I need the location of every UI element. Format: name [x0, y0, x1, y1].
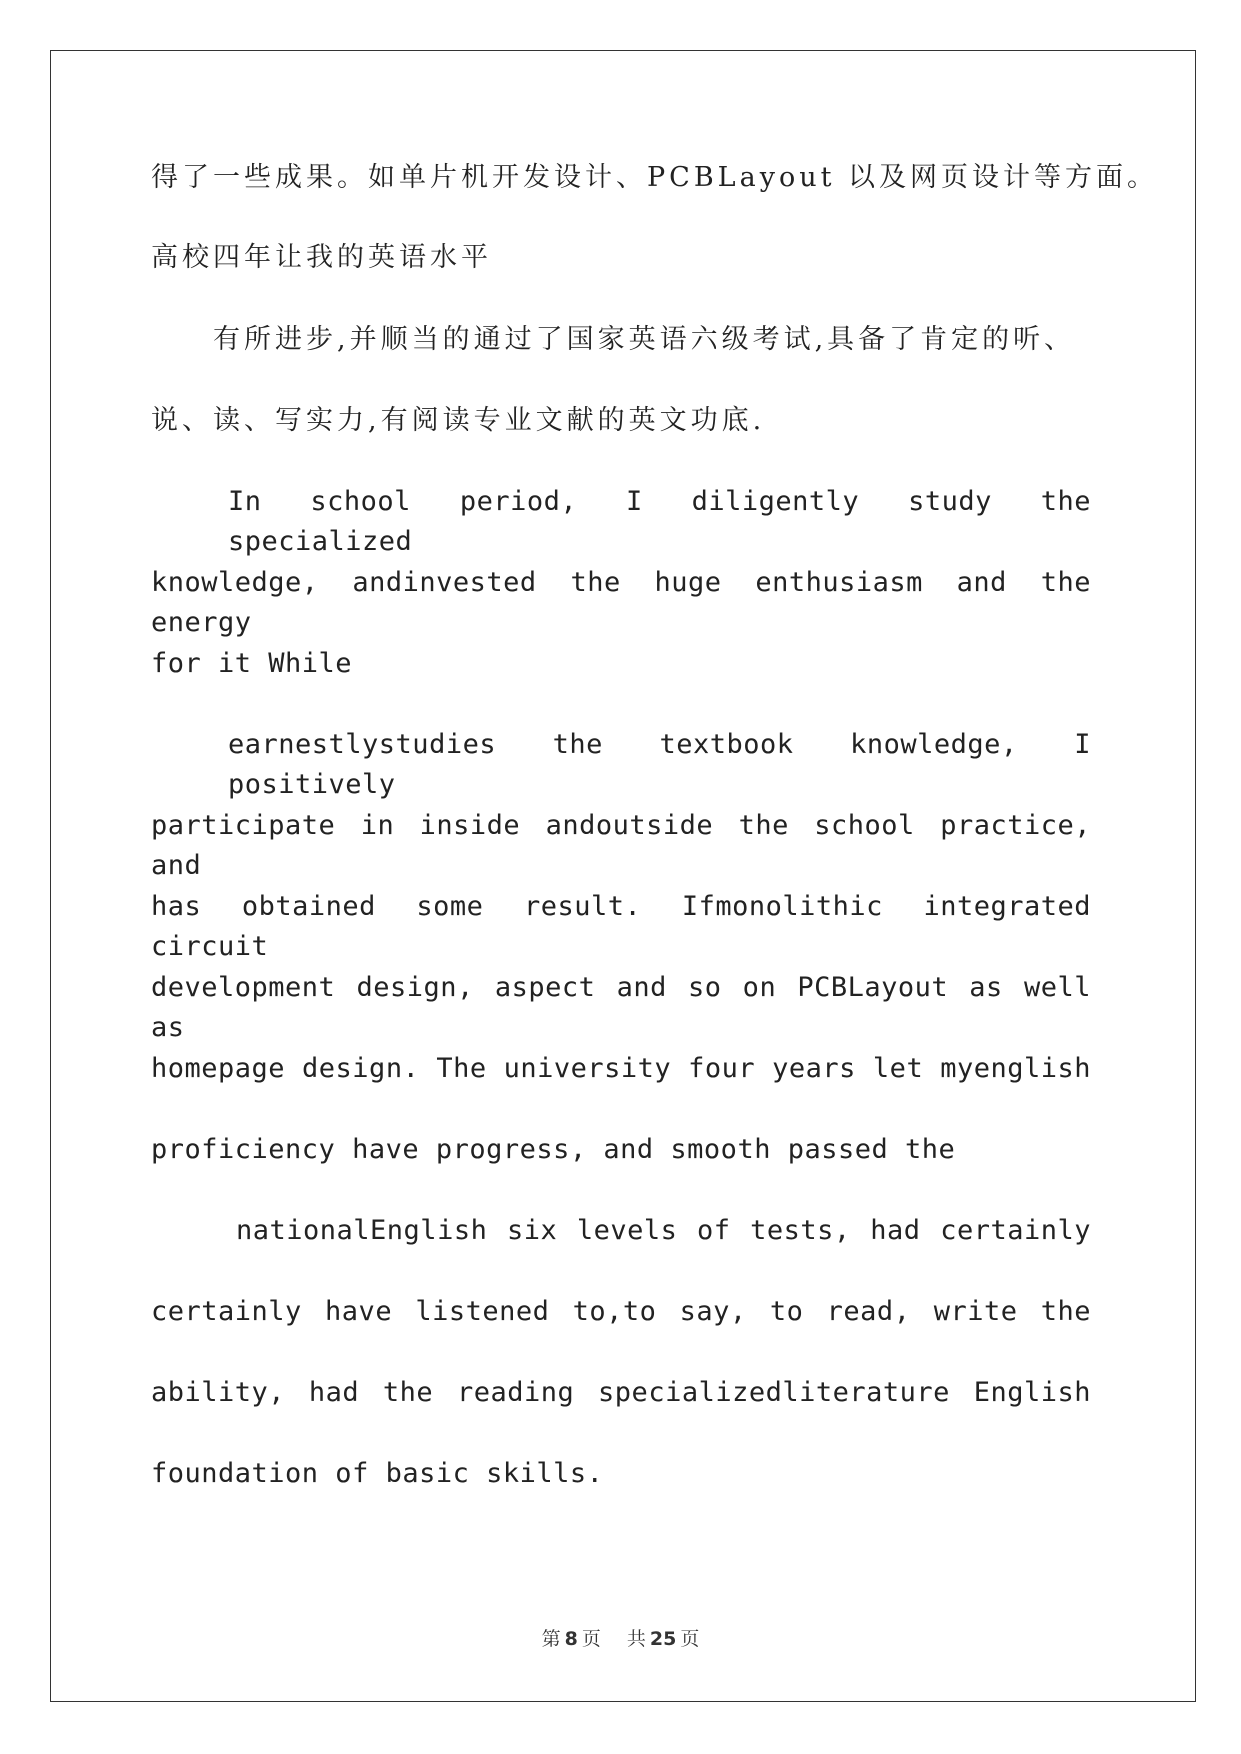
- text-line: earnestlystudies the textbook knowledge, I positively: [228, 729, 1091, 800]
- text-line: has obtained some result. Ifmonolithic integrated circuit: [151, 891, 1091, 962]
- text-line: knowledge, andinvested the huge enthusiasm and the energy: [151, 567, 1091, 638]
- text-line: 高校四年让我的英语水平: [151, 242, 492, 273]
- text-line: In school period, I diligently study the specialized: [228, 486, 1091, 557]
- text-line: proficiency have progress, and smooth passed the: [151, 1134, 956, 1165]
- footer-total-pages: 25: [649, 1628, 677, 1650]
- text-line: ability, had the reading specializedliterature English: [151, 1377, 1091, 1408]
- text-line: nationalEnglish six levels of tests, had certainly: [236, 1215, 1091, 1246]
- text-line: 得了一些成果。如单片机开发设计、PCBLayout 以及网页设计等方面。: [151, 162, 1159, 193]
- footer-page-number: 8: [564, 1628, 578, 1650]
- text-line: 说、读、写实力,有阅读专业文献的英文功底.: [151, 405, 766, 436]
- text-line: certainly have listened to,to say, to read, write the: [151, 1296, 1091, 1327]
- text-line: homepage design. The university four years let myenglish: [151, 1053, 1091, 1084]
- text-line: 有所进步,并顺当的通过了国家英语六级考试,具备了肯定的听、: [213, 324, 1076, 355]
- footer-page-prefix: 第: [541, 1628, 561, 1650]
- text-line: participate in inside andoutside the school practice, and: [151, 810, 1091, 881]
- footer-total-prefix: 共: [626, 1628, 646, 1650]
- footer-total-suffix: 页: [680, 1628, 700, 1650]
- page-footer: [0, 1624, 1241, 1651]
- footer-page-suffix: 页: [581, 1628, 601, 1650]
- text-line: for it While: [151, 648, 353, 679]
- text-line: development design, aspect and so on PCBLayout as well as: [151, 972, 1091, 1043]
- text-line: foundation of basic skills.: [151, 1458, 604, 1489]
